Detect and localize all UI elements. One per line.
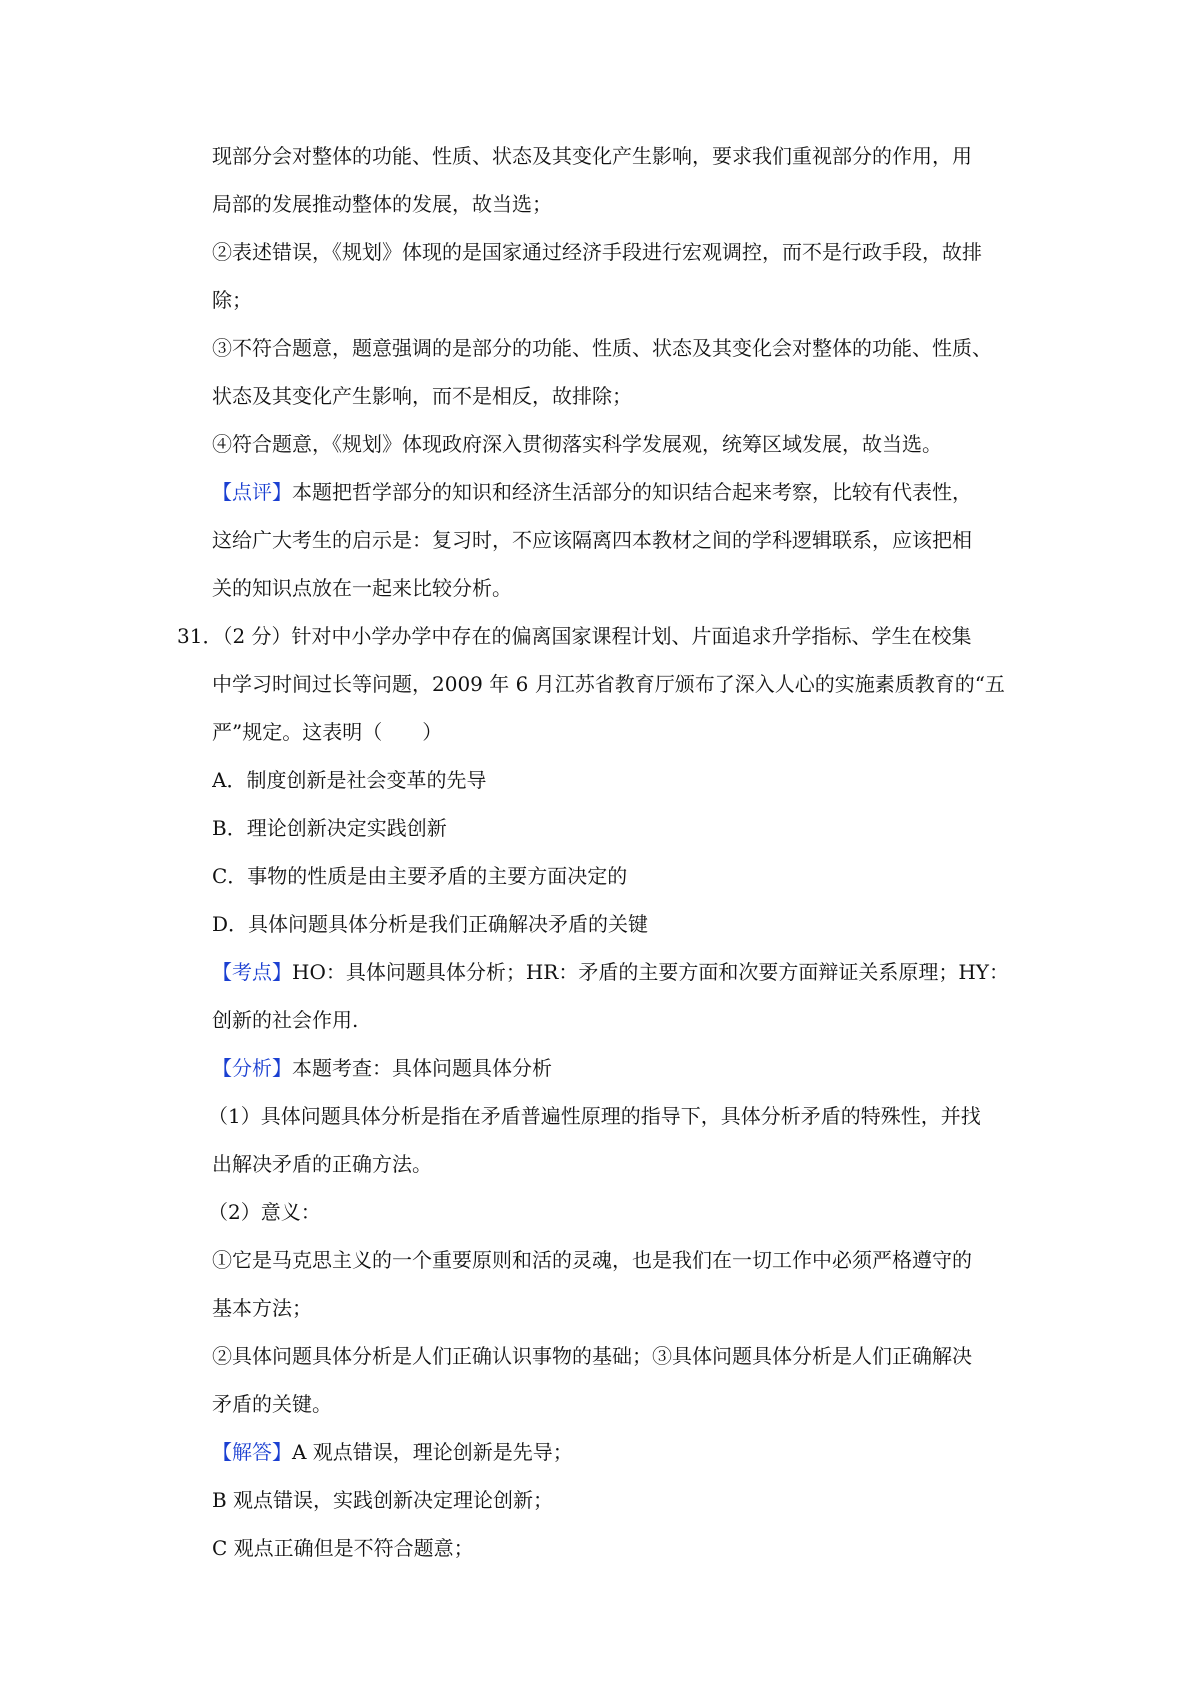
text-line: 这给广大考生的启示是：复习时，不应该隔离四本教材之间的学科逻辑联系，应该把相 [212,528,972,552]
text-line: ②表述错误，《规划》体现的是国家通过经济手段进行宏观调控，而不是行政手段，故排 [212,240,982,264]
text-line: 基本方法； [212,1296,312,1320]
option-d: D．具体问题具体分析是我们正确解决矛盾的关键 [212,912,649,936]
option-b: B．理论创新决定实践创新 [212,816,447,840]
text-line: 除； [212,288,252,312]
text-line: 矛盾的关键。 [212,1392,332,1416]
answer-line [212,1428,1032,1476]
text-line: B 观点错误，实践创新决定理论创新； [212,1488,554,1512]
text-line: 现部分会对整体的功能、性质、状态及其变化产生影响，要求我们重视部分的作用，用 [212,144,972,168]
text-line: C 观点正确但是不符合题意； [212,1536,474,1560]
text-line: ①它是马克思主义的一个重要原则和活的灵魂，也是我们在一切工作中必须严格遵守的 [212,1248,972,1272]
question-stem-cont: 严”规定。这表明（ ） [212,720,443,744]
comment-text: 本题把哲学部分的知识和经济生活部分的知识结合起来考察，比较有代表性， [292,480,972,504]
text-line: 局部的发展推动整体的发展，故当选； [212,192,552,216]
point-tag: 【考点】 [212,960,292,984]
text-line: 关的知识点放在一起来比较分析。 [212,576,512,600]
analysis-text: 本题考查：具体问题具体分析 [292,1056,552,1080]
answer-tag: 【解答】 [212,1440,292,1464]
text-line: ③不符合题意，题意强调的是部分的功能、性质、状态及其变化会对整体的功能、性质、 [212,336,992,360]
text-line: ②具体问题具体分析是人们正确认识事物的基础；③具体问题具体分析是人们正确解决 [212,1344,972,1368]
analysis-tag: 【分析】 [212,1056,292,1080]
answer-text: A 观点错误，理论创新是先导； [292,1440,573,1464]
text-line: 状态及其变化产生影响，而不是相反，故排除； [212,384,632,408]
text-line: （2）意义： [208,1200,321,1224]
point-text: HO：具体问题具体分析；HR：矛盾的主要方面和次要方面辩证关系原理；HY： [292,960,1009,984]
analysis-line [212,1044,1032,1092]
question-stem: 31．（2 分）针对中小学办学中存在的偏离国家课程计划、片面追求升学指标、学生在校集 [177,624,972,648]
text-line: （1）具体问题具体分析是指在矛盾普遍性原理的指导下，具体分析矛盾的特殊性，并找 [208,1104,981,1128]
text-line: 出解决矛盾的正确方法。 [212,1152,432,1176]
text-line: ④符合题意，《规划》体现政府深入贯彻落实科学发展观，统筹区域发展，故当选。 [212,432,942,456]
option-c: C．事物的性质是由主要矛盾的主要方面决定的 [212,864,628,888]
comment-line [212,468,1032,516]
text-line: 创新的社会作用. [212,1008,359,1032]
point-line [212,948,1032,996]
question-stem-cont: 中学习时间过长等问题，2009 年 6 月江苏省教育厅颁布了深入人心的实施素质教育的“五 [212,672,1005,696]
comment-tag: 【点评】 [212,480,292,504]
option-a: A．制度创新是社会变革的先导 [212,768,487,792]
